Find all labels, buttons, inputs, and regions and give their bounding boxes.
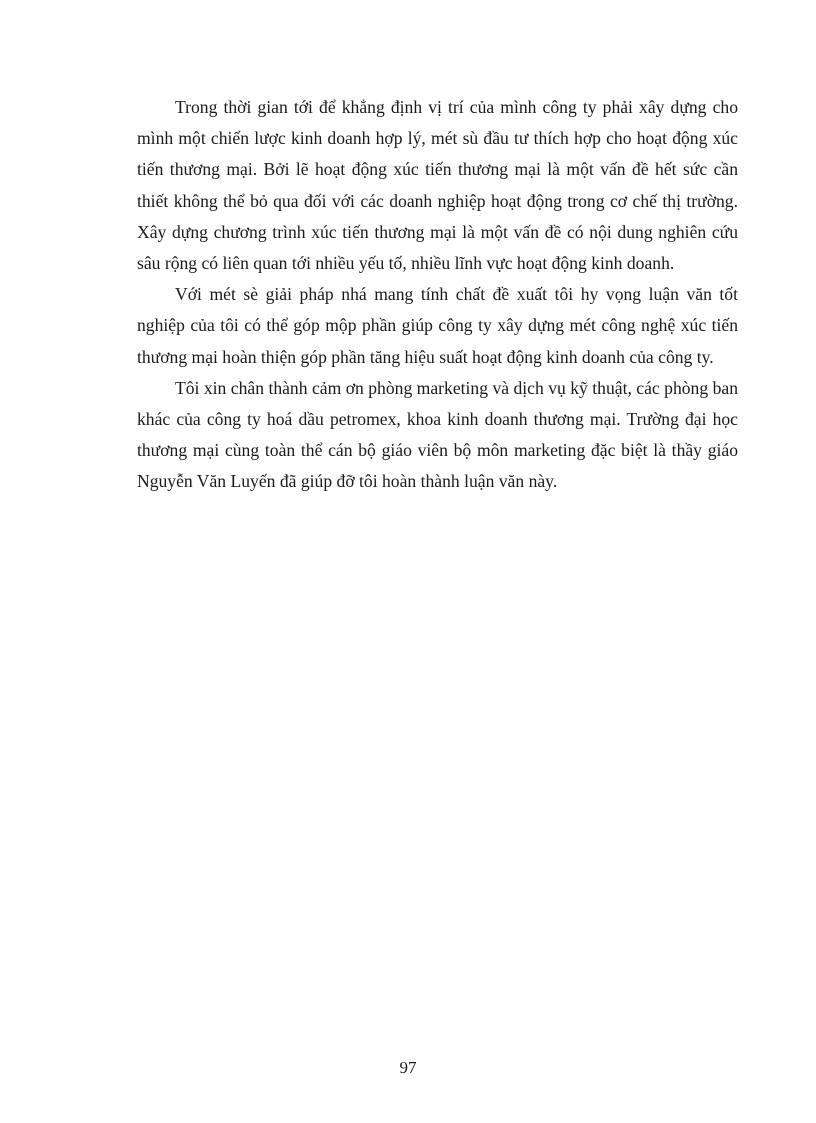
paragraph-proposed-solutions: Với mét sè giải pháp nhá mang tính chất đề xuất tôi hy vọng luận văn tốt nghiệp của tôi có thể góp mộp phần giúp công ty xây dựng mét công nghệ xúc tiến thương mại hoàn thiện góp phần tăng hiệu suất hoạt động kinh doanh của công ty. [137,284,738,367]
page-number: 97 [399,1058,417,1077]
body-text [137,92,738,498]
paragraph-acknowledgements: Tôi xin chân thành cảm ơn phòng marketing và dịch vụ kỹ thuật, các phòng ban khác của công ty hoá dầu petromex, khoa kinh doanh thương mại. Trường đại học thương mại cùng toàn thể cán bộ giáo viên bộ môn marketing đặc biệt là thầy giáo Nguyễn Văn Luyến đã giúp đỡ tôi hoàn thành luận văn này. [137,377,738,492]
paragraph-future-strategy: Trong thời gian tới để khẳng định vị trí của mình công ty phải xây dựng cho mình một chiến lược kinh doanh hợp lý, mét sù đầu tư thích hợp cho hoạt động xúc tiến thương mại. Bởi lẽ hoạt động xúc tiến thương mại là một vấn đề hết sức cần thiết không thể bỏ qua đối với các doanh nghiệp hoạt động trong cơ chế thị trường. Xây dựng chương trình xúc tiến thương mại là một vấn đề có nội dung nghiên cứu sâu rộng có liên quan tới nhiều yếu tố, nhiều lĩnh vực hoạt động kinh doanh. [137,97,738,274]
